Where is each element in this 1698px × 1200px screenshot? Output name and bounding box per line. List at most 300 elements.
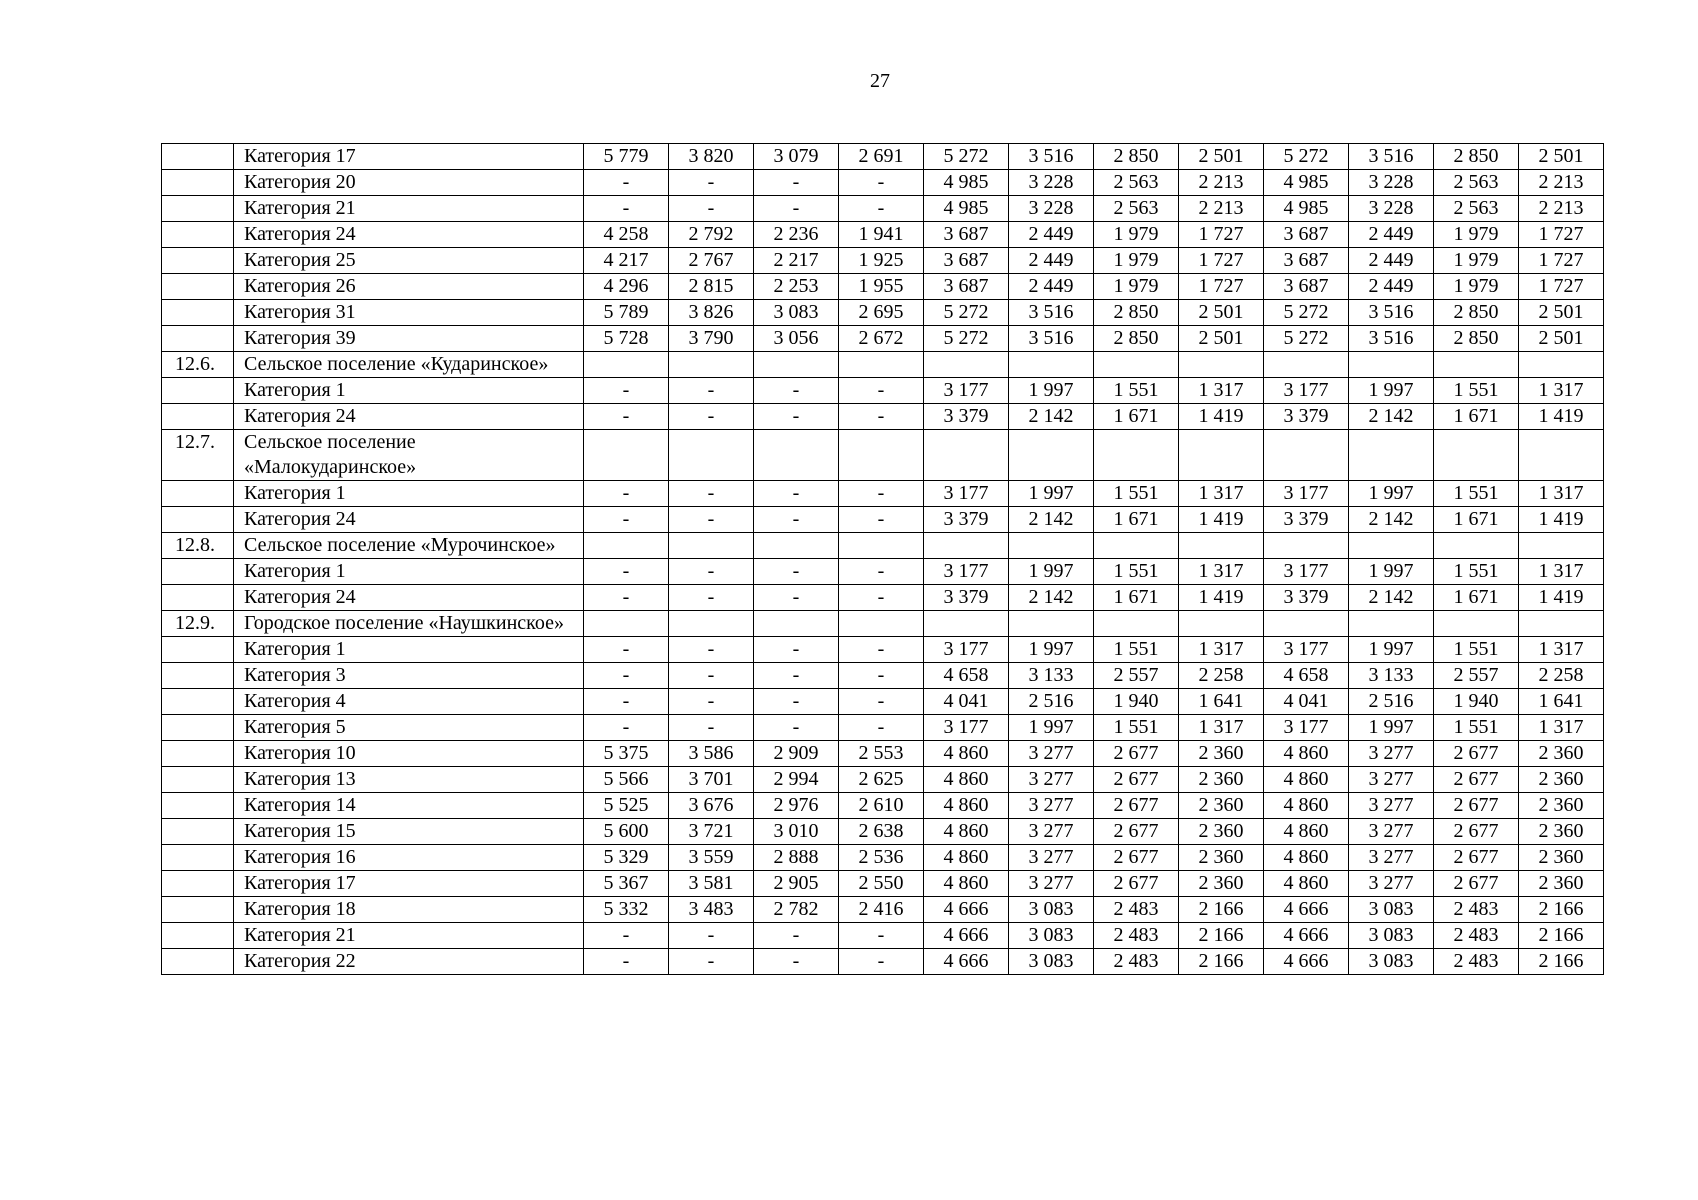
row-number-cell [162,767,234,793]
row-number-cell [162,871,234,897]
category-name-cell: Категория 21 [234,923,584,949]
value-cell: 2 550 [839,871,924,897]
value-cell: - [839,637,924,663]
value-cell: 3 056 [754,326,839,352]
table-row [162,715,1604,741]
value-cell [1519,611,1604,637]
value-cell: 1 997 [1349,637,1434,663]
category-name-cell: Категория 20 [234,170,584,196]
value-cell: 3 083 [1349,897,1434,923]
value-cell: - [839,481,924,507]
value-cell: 1 997 [1349,481,1434,507]
value-cell: 2 815 [669,274,754,300]
value-cell [924,352,1009,378]
value-cell: 1 317 [1179,559,1264,585]
section-name-cell: Сельское поселение «Мурочинское» [234,533,584,559]
value-cell: 3 516 [1009,144,1094,170]
value-cell: 2 449 [1349,248,1434,274]
value-cell: 1 419 [1519,507,1604,533]
value-cell: 2 557 [1094,663,1179,689]
value-cell: 2 501 [1519,144,1604,170]
value-cell: 2 142 [1009,585,1094,611]
value-cell: - [839,404,924,430]
value-cell: 3 379 [924,507,1009,533]
value-cell [1264,352,1349,378]
value-cell: - [839,923,924,949]
value-cell: 1 671 [1094,404,1179,430]
value-cell: 2 142 [1009,404,1094,430]
value-cell: 1 317 [1519,481,1604,507]
value-cell: 2 142 [1009,507,1094,533]
value-cell: 2 501 [1179,144,1264,170]
value-cell: 3 228 [1009,196,1094,222]
value-cell [1179,430,1264,481]
row-number-cell [162,559,234,585]
value-cell: 1 317 [1179,481,1264,507]
table-row [162,897,1604,923]
value-cell: 3 516 [1349,144,1434,170]
value-cell [1264,533,1349,559]
table-row [162,949,1604,975]
category-name-cell: Категория 1 [234,378,584,404]
section-name-cell: Сельское поселение «Кударинское» [234,352,584,378]
value-cell: 1 317 [1519,378,1604,404]
category-name-cell: Категория 10 [234,741,584,767]
value-cell: - [754,378,839,404]
value-cell: 4 985 [1264,196,1349,222]
value-cell: 2 677 [1434,871,1519,897]
value-cell: - [584,507,669,533]
value-cell: 2 449 [1009,222,1094,248]
value-cell: 2 563 [1094,170,1179,196]
value-cell: 3 177 [924,481,1009,507]
value-cell: 2 449 [1349,274,1434,300]
value-cell: 2 677 [1434,741,1519,767]
value-cell: 1 419 [1179,585,1264,611]
value-cell: 2 691 [839,144,924,170]
value-cell: - [754,715,839,741]
value-cell: 2 213 [1519,170,1604,196]
value-cell: - [584,923,669,949]
row-number-cell [162,274,234,300]
value-cell: 2 850 [1094,300,1179,326]
value-cell: 1 955 [839,274,924,300]
value-cell: - [584,585,669,611]
category-name-cell: Категория 24 [234,404,584,430]
value-cell: 2 483 [1094,923,1179,949]
value-cell: - [754,689,839,715]
value-cell: 2 501 [1179,300,1264,326]
value-cell: 5 272 [924,326,1009,352]
value-cell [1179,352,1264,378]
value-cell: 1 979 [1434,222,1519,248]
value-cell: 5 329 [584,845,669,871]
category-name-cell: Категория 14 [234,793,584,819]
value-cell: 2 625 [839,767,924,793]
value-cell: 3 277 [1009,741,1094,767]
value-cell: 2 258 [1519,663,1604,689]
row-number-cell [162,170,234,196]
value-cell [669,430,754,481]
value-cell: 2 792 [669,222,754,248]
value-cell: 2 253 [754,274,839,300]
value-cell: - [584,559,669,585]
value-cell: - [584,378,669,404]
value-cell: 3 228 [1349,170,1434,196]
category-name-cell: Категория 24 [234,222,584,248]
table-row [162,663,1604,689]
value-cell: 4 860 [924,741,1009,767]
value-cell: 2 258 [1179,663,1264,689]
category-name-cell: Категория 1 [234,559,584,585]
value-cell: 3 083 [1349,923,1434,949]
table-row [162,767,1604,793]
value-cell: 2 501 [1179,326,1264,352]
value-cell: 1 551 [1434,637,1519,663]
value-cell: 3 379 [924,585,1009,611]
value-cell: 1 641 [1519,689,1604,715]
value-cell: 4 860 [924,819,1009,845]
table-row [162,507,1604,533]
value-cell: 2 483 [1094,897,1179,923]
value-cell: 2 563 [1094,196,1179,222]
row-number-cell [162,923,234,949]
value-cell: 4 041 [924,689,1009,715]
category-name-cell: Категория 15 [234,819,584,845]
value-cell: 2 449 [1009,274,1094,300]
value-cell: 1 940 [1094,689,1179,715]
value-cell: 2 213 [1179,170,1264,196]
value-cell [924,611,1009,637]
section-header-row [162,533,1604,559]
value-cell: - [669,689,754,715]
value-cell: 1 551 [1434,559,1519,585]
value-cell: - [669,585,754,611]
value-cell: 2 536 [839,845,924,871]
value-cell: - [669,923,754,949]
value-cell: 1 551 [1094,637,1179,663]
value-cell: 4 860 [1264,845,1349,871]
value-cell: 3 177 [924,378,1009,404]
value-cell: - [754,637,839,663]
value-cell: - [669,170,754,196]
value-cell: 3 687 [924,274,1009,300]
value-cell: - [754,585,839,611]
value-cell: 2 360 [1179,767,1264,793]
value-cell [1094,430,1179,481]
value-cell: 3 516 [1349,326,1434,352]
value-cell: - [584,404,669,430]
category-name-cell: Категория 21 [234,196,584,222]
category-name-cell: Категория 3 [234,663,584,689]
value-cell: 3 010 [754,819,839,845]
value-cell: 4 666 [924,897,1009,923]
table-row [162,481,1604,507]
table-row [162,819,1604,845]
value-cell: 3 820 [669,144,754,170]
value-cell: 3 277 [1349,871,1434,897]
table-row [162,378,1604,404]
value-cell: 2 850 [1434,144,1519,170]
table-row [162,404,1604,430]
value-cell [1434,611,1519,637]
value-cell: 3 687 [1264,274,1349,300]
value-cell: 5 272 [1264,144,1349,170]
value-cell: 2 166 [1519,897,1604,923]
value-cell: 3 177 [924,559,1009,585]
value-cell: 2 360 [1519,793,1604,819]
value-cell [1434,430,1519,481]
value-cell: 1 727 [1179,274,1264,300]
row-number-cell [162,741,234,767]
value-cell: 3 687 [924,222,1009,248]
value-cell: 1 925 [839,248,924,274]
value-cell: 5 272 [924,144,1009,170]
value-cell: 2 553 [839,741,924,767]
value-cell: 2 563 [1434,170,1519,196]
value-cell: - [584,637,669,663]
value-cell: 1 979 [1094,222,1179,248]
value-cell: 5 332 [584,897,669,923]
value-cell: 3 277 [1349,819,1434,845]
table-row [162,923,1604,949]
value-cell: 3 721 [669,819,754,845]
value-cell: 1 671 [1434,507,1519,533]
value-cell: 3 687 [1264,222,1349,248]
value-cell: 1 419 [1519,585,1604,611]
row-number-cell [162,507,234,533]
value-cell: - [839,507,924,533]
value-cell: 3 228 [1349,196,1434,222]
value-cell: 2 677 [1434,767,1519,793]
row-number-cell [162,637,234,663]
value-cell: - [754,949,839,975]
value-cell [754,611,839,637]
value-cell: 2 213 [1179,196,1264,222]
value-cell: 3 228 [1009,170,1094,196]
value-cell: 2 483 [1434,923,1519,949]
value-cell: 2 782 [754,897,839,923]
row-number-cell [162,949,234,975]
value-cell: 3 083 [1009,897,1094,923]
value-cell: - [669,196,754,222]
value-cell: 1 997 [1349,559,1434,585]
value-cell: 3 516 [1349,300,1434,326]
value-cell: 1 727 [1519,248,1604,274]
value-cell: 2 557 [1434,663,1519,689]
value-cell: 2 360 [1519,741,1604,767]
value-cell: 4 296 [584,274,669,300]
table-row [162,637,1604,663]
value-cell: 3 277 [1009,871,1094,897]
value-cell: 1 551 [1434,378,1519,404]
value-cell: 3 177 [1264,637,1349,663]
value-cell [924,533,1009,559]
value-cell: 2 142 [1349,404,1434,430]
value-cell: 3 277 [1349,793,1434,819]
category-name-cell: Категория 24 [234,507,584,533]
value-cell [669,352,754,378]
value-cell: 3 177 [1264,715,1349,741]
section-header-row [162,352,1604,378]
value-cell: 4 666 [1264,897,1349,923]
value-cell: - [839,585,924,611]
value-cell: 5 789 [584,300,669,326]
value-cell: - [584,170,669,196]
value-cell: 5 272 [1264,300,1349,326]
value-cell: 4 666 [924,923,1009,949]
value-cell [1349,611,1434,637]
table-row [162,300,1604,326]
value-cell [669,533,754,559]
category-name-cell: Категория 39 [234,326,584,352]
category-name-cell: Категория 24 [234,585,584,611]
value-cell: 2 695 [839,300,924,326]
value-cell: 1 941 [839,222,924,248]
value-cell: - [839,196,924,222]
value-cell: 4 258 [584,222,669,248]
section-header-row [162,430,1604,481]
value-cell [924,430,1009,481]
table-row [162,144,1604,170]
value-cell: 1 727 [1519,274,1604,300]
value-cell: 1 317 [1179,715,1264,741]
value-cell [584,611,669,637]
value-cell: 2 850 [1094,326,1179,352]
value-cell: - [839,378,924,404]
row-number-cell [162,378,234,404]
value-cell: 2 888 [754,845,839,871]
value-cell: 3 079 [754,144,839,170]
value-cell: 3 083 [1009,949,1094,975]
value-cell: - [669,559,754,585]
value-cell: - [839,715,924,741]
value-cell: 2 483 [1094,949,1179,975]
value-cell: 1 671 [1094,507,1179,533]
value-cell: 4 985 [924,196,1009,222]
value-cell: 2 142 [1349,507,1434,533]
category-name-cell: Категория 18 [234,897,584,923]
value-cell [584,352,669,378]
value-cell: 3 177 [1264,378,1349,404]
value-cell: - [669,715,754,741]
value-cell: 3 277 [1009,819,1094,845]
value-cell: 2 142 [1349,585,1434,611]
category-name-cell: Категория 22 [234,949,584,975]
section-header-row [162,611,1604,637]
page-number: 27 [870,70,890,92]
value-cell: 2 217 [754,248,839,274]
value-cell: 2 166 [1179,949,1264,975]
value-cell: - [839,663,924,689]
value-cell: 1 997 [1009,378,1094,404]
value-cell: 2 850 [1434,326,1519,352]
value-cell: 3 379 [924,404,1009,430]
value-cell: 3 133 [1349,663,1434,689]
value-cell: 1 727 [1179,222,1264,248]
value-cell: - [584,196,669,222]
value-cell: 1 551 [1094,378,1179,404]
value-cell: 3 676 [669,793,754,819]
table-row [162,274,1604,300]
value-cell: - [669,663,754,689]
value-cell: - [669,481,754,507]
value-cell: 3 277 [1009,845,1094,871]
value-cell [1009,430,1094,481]
value-cell [839,430,924,481]
value-cell: 1 317 [1179,378,1264,404]
row-number-cell [162,248,234,274]
value-cell: 1 997 [1009,481,1094,507]
value-cell: 2 994 [754,767,839,793]
value-cell: 2 501 [1519,326,1604,352]
value-cell: 3 687 [1264,248,1349,274]
row-number-cell [162,196,234,222]
value-cell: 4 666 [924,949,1009,975]
category-name-cell: Категория 1 [234,637,584,663]
row-number-cell [162,300,234,326]
value-cell [584,430,669,481]
value-cell: 2 483 [1434,949,1519,975]
value-cell: 2 416 [839,897,924,923]
value-cell: - [669,378,754,404]
section-name-cell: Сельское поселение «Малокударинское» [234,430,584,481]
value-cell: 1 727 [1179,248,1264,274]
category-name-cell: Категория 17 [234,871,584,897]
value-cell: - [754,507,839,533]
value-cell: 2 909 [754,741,839,767]
value-cell: 3 133 [1009,663,1094,689]
value-cell: 2 976 [754,793,839,819]
value-cell: 2 360 [1519,767,1604,793]
category-name-cell: Категория 25 [234,248,584,274]
value-cell: 2 166 [1179,897,1264,923]
value-cell: - [584,949,669,975]
value-cell: 4 658 [924,663,1009,689]
value-cell: 3 277 [1009,793,1094,819]
table-body [162,144,1604,975]
value-cell: 2 850 [1094,144,1179,170]
value-cell: - [669,404,754,430]
value-cell: 3 516 [1009,300,1094,326]
value-cell: - [669,949,754,975]
value-cell: 2 360 [1179,871,1264,897]
table-row [162,689,1604,715]
row-number-cell [162,897,234,923]
value-cell: 3 379 [1264,507,1349,533]
value-cell [1009,533,1094,559]
value-cell [1349,352,1434,378]
value-cell [1264,611,1349,637]
value-cell: 1 997 [1349,715,1434,741]
value-cell [1179,611,1264,637]
value-cell: 2 360 [1519,871,1604,897]
category-name-cell: Категория 17 [234,144,584,170]
row-number-cell [162,715,234,741]
value-cell: 5 566 [584,767,669,793]
table-row [162,326,1604,352]
value-cell: - [669,637,754,663]
value-cell: 3 083 [754,300,839,326]
value-cell: 5 375 [584,741,669,767]
value-cell: 4 860 [1264,819,1349,845]
value-cell: 2 850 [1434,300,1519,326]
category-name-cell: Категория 4 [234,689,584,715]
value-cell [839,611,924,637]
value-cell: 4 666 [1264,949,1349,975]
value-cell: 1 671 [1094,585,1179,611]
value-cell: 2 610 [839,793,924,819]
